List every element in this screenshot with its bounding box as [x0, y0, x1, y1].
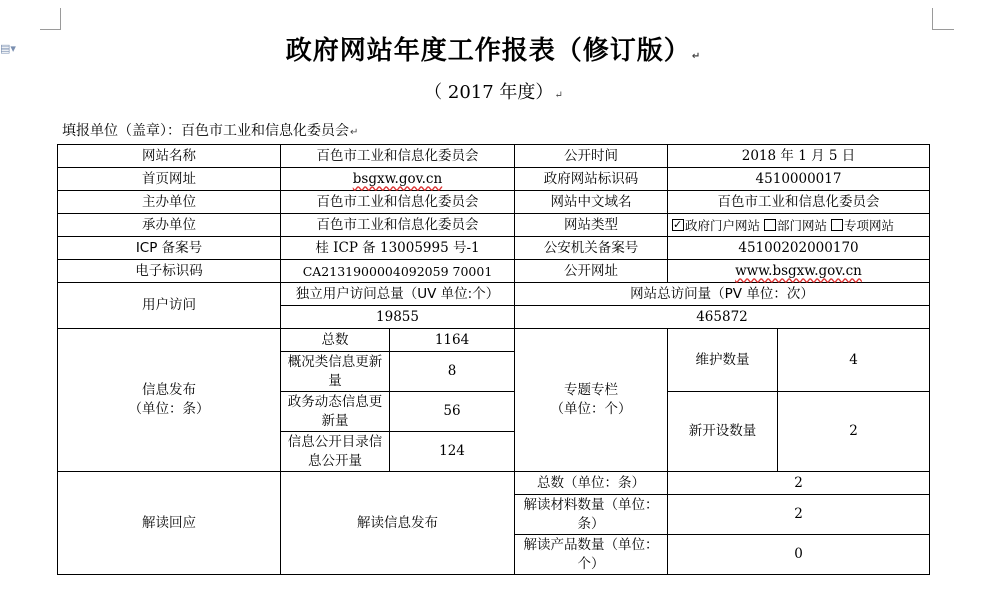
- table-row: [58, 191, 930, 214]
- icp-value: 桂 ICP 备 13005995 号-1: [281, 237, 515, 260]
- operator-label: 承办单位: [58, 214, 281, 237]
- margin-corner-top-left: [60, 8, 61, 30]
- checkbox-special[interactable]: [831, 219, 843, 231]
- option-portal: 政府门户网站: [685, 217, 761, 233]
- interp-product-label: 解读产品数量（单位：个）: [515, 535, 668, 575]
- report-table: [57, 144, 930, 575]
- visits-label: 用户访问: [58, 283, 281, 329]
- info-catalog-label: 信息公开目录信息公开量: [281, 432, 390, 472]
- topic-maintain-value: 4: [778, 329, 930, 392]
- home-url-value: bsgxw.gov.cn: [281, 168, 515, 191]
- site-id-label: 政府网站标识码: [515, 168, 668, 191]
- info-label-cell: [58, 329, 281, 472]
- uv-value: 19855: [281, 306, 515, 329]
- operator-value: 百色市工业和信息化委员会: [281, 214, 515, 237]
- info-catalog-value: 124: [390, 432, 515, 472]
- eid-label: 电子标识码: [58, 260, 281, 283]
- interp-product-value: 0: [668, 535, 930, 575]
- info-total-value: 1164: [390, 329, 515, 352]
- info-news-label: 政务动态信息更新量: [281, 392, 390, 432]
- table-row: [58, 472, 930, 495]
- site-type-options: [668, 214, 930, 237]
- uv-label: 独立用户访问总量（UV 单位:个）: [281, 283, 515, 306]
- margin-corner-top-right: [932, 8, 933, 30]
- host-label: 主办单位: [58, 191, 281, 214]
- checkbox-portal[interactable]: [672, 219, 684, 231]
- icp-label: ICP 备案号: [58, 237, 281, 260]
- police-label: 公安机关备案号: [515, 237, 668, 260]
- report-year: （ 2017 年度）↵: [424, 82, 563, 103]
- topic-maintain-label: 维护数量: [668, 329, 778, 392]
- pv-label: 网站总访问量（PV 单位：次）: [515, 283, 930, 306]
- publish-time-value: 2018 年 1 月 5 日: [668, 145, 930, 168]
- cn-domain-label: 网站中文域名: [515, 191, 668, 214]
- topic-label-cell: [515, 329, 668, 472]
- public-url-value: www.bsgxw.gov.cn: [668, 260, 930, 283]
- interp-material-label: 解读材料数量（单位：条）: [515, 495, 668, 535]
- info-overview-label: 概况类信息更新量: [281, 352, 390, 392]
- interp-material-value: 2: [668, 495, 930, 535]
- paste-options-icon[interactable]: ▤▾: [0, 42, 16, 55]
- site-id-value: 4510000017: [668, 168, 930, 191]
- interp-label: 解读回应: [58, 472, 281, 575]
- table-row: [58, 329, 930, 352]
- site-name-label: 网站名称: [58, 145, 281, 168]
- public-url-label: 公开网址: [515, 260, 668, 283]
- page-title: 政府网站年度工作报表（修订版）↵: [285, 36, 702, 66]
- table-row: [58, 237, 930, 260]
- info-total-label: 总数: [281, 329, 390, 352]
- publish-time-label: 公开时间: [515, 145, 668, 168]
- table-row: [58, 283, 930, 306]
- table-row: [58, 260, 930, 283]
- site-name-value: 百色市工业和信息化委员会: [281, 145, 515, 168]
- option-special: 专项网站: [844, 217, 895, 233]
- host-value: 百色市工业和信息化委员会: [281, 191, 515, 214]
- table-row: [58, 214, 930, 237]
- interp-publish-label: 解读信息发布: [281, 472, 515, 575]
- police-value: 45100202000170: [668, 237, 930, 260]
- reporting-unit: 填报单位（盖章）：百色市工业和信息化委员会↵: [62, 123, 359, 139]
- info-news-value: 56: [390, 392, 515, 432]
- checkbox-department[interactable]: [764, 219, 776, 231]
- topic-new-value: 2: [778, 392, 930, 472]
- pv-value: 465872: [515, 306, 930, 329]
- table-row: [58, 168, 930, 191]
- info-overview-value: 8: [390, 352, 515, 392]
- info-unit: （单位：条）: [128, 401, 210, 417]
- eid-value: CA2131900004092059 70001: [281, 260, 515, 283]
- home-url-label: 首页网址: [58, 168, 281, 191]
- table-row: [58, 145, 930, 168]
- topic-new-label: 新开设数量: [668, 392, 778, 472]
- topic-label: 专题专栏: [564, 382, 618, 398]
- topic-unit: （单位：个）: [550, 401, 632, 417]
- info-label: 信息发布: [142, 382, 196, 398]
- option-department: 部门网站: [777, 217, 828, 233]
- interp-total-value: 2: [668, 472, 930, 495]
- cn-domain-value: 百色市工业和信息化委员会: [668, 191, 930, 214]
- site-type-label: 网站类型: [515, 214, 668, 237]
- interp-total-label: 总数（单位：条）: [515, 472, 668, 495]
